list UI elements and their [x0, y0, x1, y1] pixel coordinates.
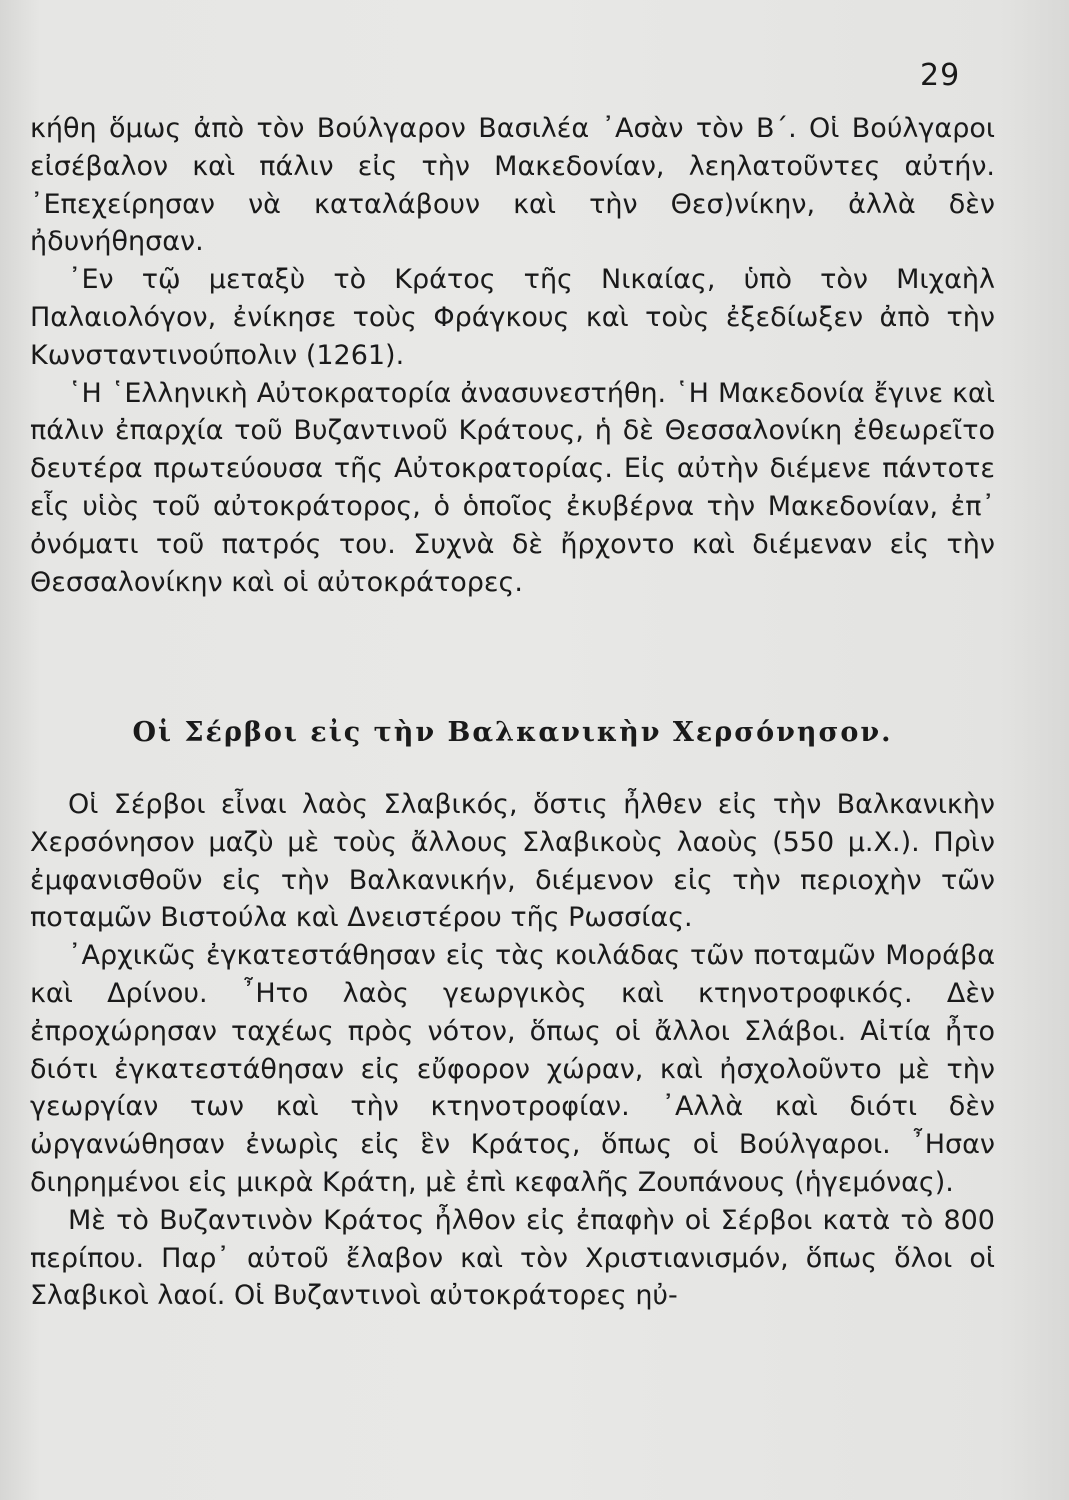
paragraph: Μὲ τὸ Βυζαντινὸν Κράτος ἦλθον εἰς ἐπαφὴν οἱ Σέρβοι κατὰ τὸ 800 περίπου. Παρ᾿ αὐτοῦ ἔλαβον καὶ τὸν Χριστιανισμόν, ὅπως ὅλοι οἱ Σλαβικοὶ λαοί. Οἱ Βυζαντινοὶ αὐτοκράτορες ηὐ-	[30, 1204, 995, 1312]
section-2-text	[30, 786, 995, 1315]
page-number: 29	[920, 58, 961, 93]
paragraph: ᾿Εν τῷ μεταξὺ τὸ Κράτος τῆς Νικαίας, ὑπὸ τὸν Μιχαὴλ Παλαιολόγον, ἐνίκησε τοὺς Φράγκους καὶ τοὺς ἐξεδίωξεν ἀπὸ τὴν Κωνσταντινούπολιν (1261).	[30, 264, 995, 371]
section-heading: Οἱ Σέρβοι εἰς τὴν Βαλκανικὴν Χερσόνησον.	[132, 717, 893, 748]
paragraph: Οἱ Σέρβοι εἶναι λαὸς Σλαβικός, ὅστις ἦλθεν εἰς τὴν Βαλκανικὴν Χερσόνησον μαζὺ μὲ τοὺς ἄλλους Σλαβικοὺς λαοὺς (550 μ.Χ.). Πρὶν ἐμφανισθοῦν εἰς τὴν Βαλκανικήν, διέμενον εἰς τὴν περιοχὴν τῶν ποταμῶν Βιστούλα καὶ Δνειστέρου τῆς Ρωσσίας.	[30, 789, 995, 934]
paragraph: κήθη ὅμως ἀπὸ τὸν Βούλγαρον Βασιλέα ᾿Ασὰν τὸν Β΄. Οἱ Βούλγαροι εἰσέβαλον καὶ πάλιν εἰς τὴν Μακεδονίαν, λεηλατοῦντες αὐτήν. ᾿Επεχείρησαν νὰ καταλάβουν καὶ τὴν Θεσ)νίκην, ἀλλὰ δὲν ἠδυνήθησαν.	[30, 113, 995, 258]
paragraph: ῾Η ῾Ελληνικὴ Αὐτοκρατορία ἀνασυνεστήθη. ῾Η Μακεδονία ἔγινε καὶ πάλιν ἐπαρχία τοῦ Βυζαντινοῦ Κράτους, ἡ δὲ Θεσσαλονίκη ἐθεωρεῖτο δευτέρα πρωτεύουσα τῆς Αὐτοκρατορίας. Εἰς αὐτὴν διέμενε πάντοτε εἷς υἱὸς τοῦ αὐτοκράτορος, ὁ ὁποῖος ἐκυβέρνα τὴν Μακεδονίαν, ἐπ᾿ ὀνόματι τοῦ πατρός του. Συχνὰ δὲ ἤρχοντο καὶ διέμεναν εἰς τὴν Θεσσαλονίκην καὶ οἱ αὐτοκράτορες.	[30, 377, 995, 598]
section-1-text	[30, 110, 995, 601]
paragraph: ᾿Αρχικῶς ἐγκατεστάθησαν εἰς τὰς κοιλάδας τῶν ποταμῶν Μοράβα καὶ Δρίνου. ῏Ητο λαὸς γεωργικὸς καὶ κτηνοτροφικός. Δὲν ἐπροχώρησαν ταχέως πρὸς νότον, ὅπως οἱ ἄλλοι Σλάβοι. Αἰτία ἦτο διότι ἐγκατεστάθησαν εἰς εὔφορον χώραν, καὶ ἠσχολοῦντο μὲ τὴν γεωργίαν των καὶ τὴν κτηνοτροφίαν. ᾿Αλλὰ καὶ διότι δὲν ὠργανώθησαν ἐνωρὶς εἰς ἓν Κράτος, ὅπως οἱ Βούλγαροι. ῏Ησαν διηρημένοι εἰς μικρὰ Κράτη, μὲ ἐπὶ κεφαλῆς Ζουπάνους (ἡγεμόνας).	[30, 940, 995, 1198]
